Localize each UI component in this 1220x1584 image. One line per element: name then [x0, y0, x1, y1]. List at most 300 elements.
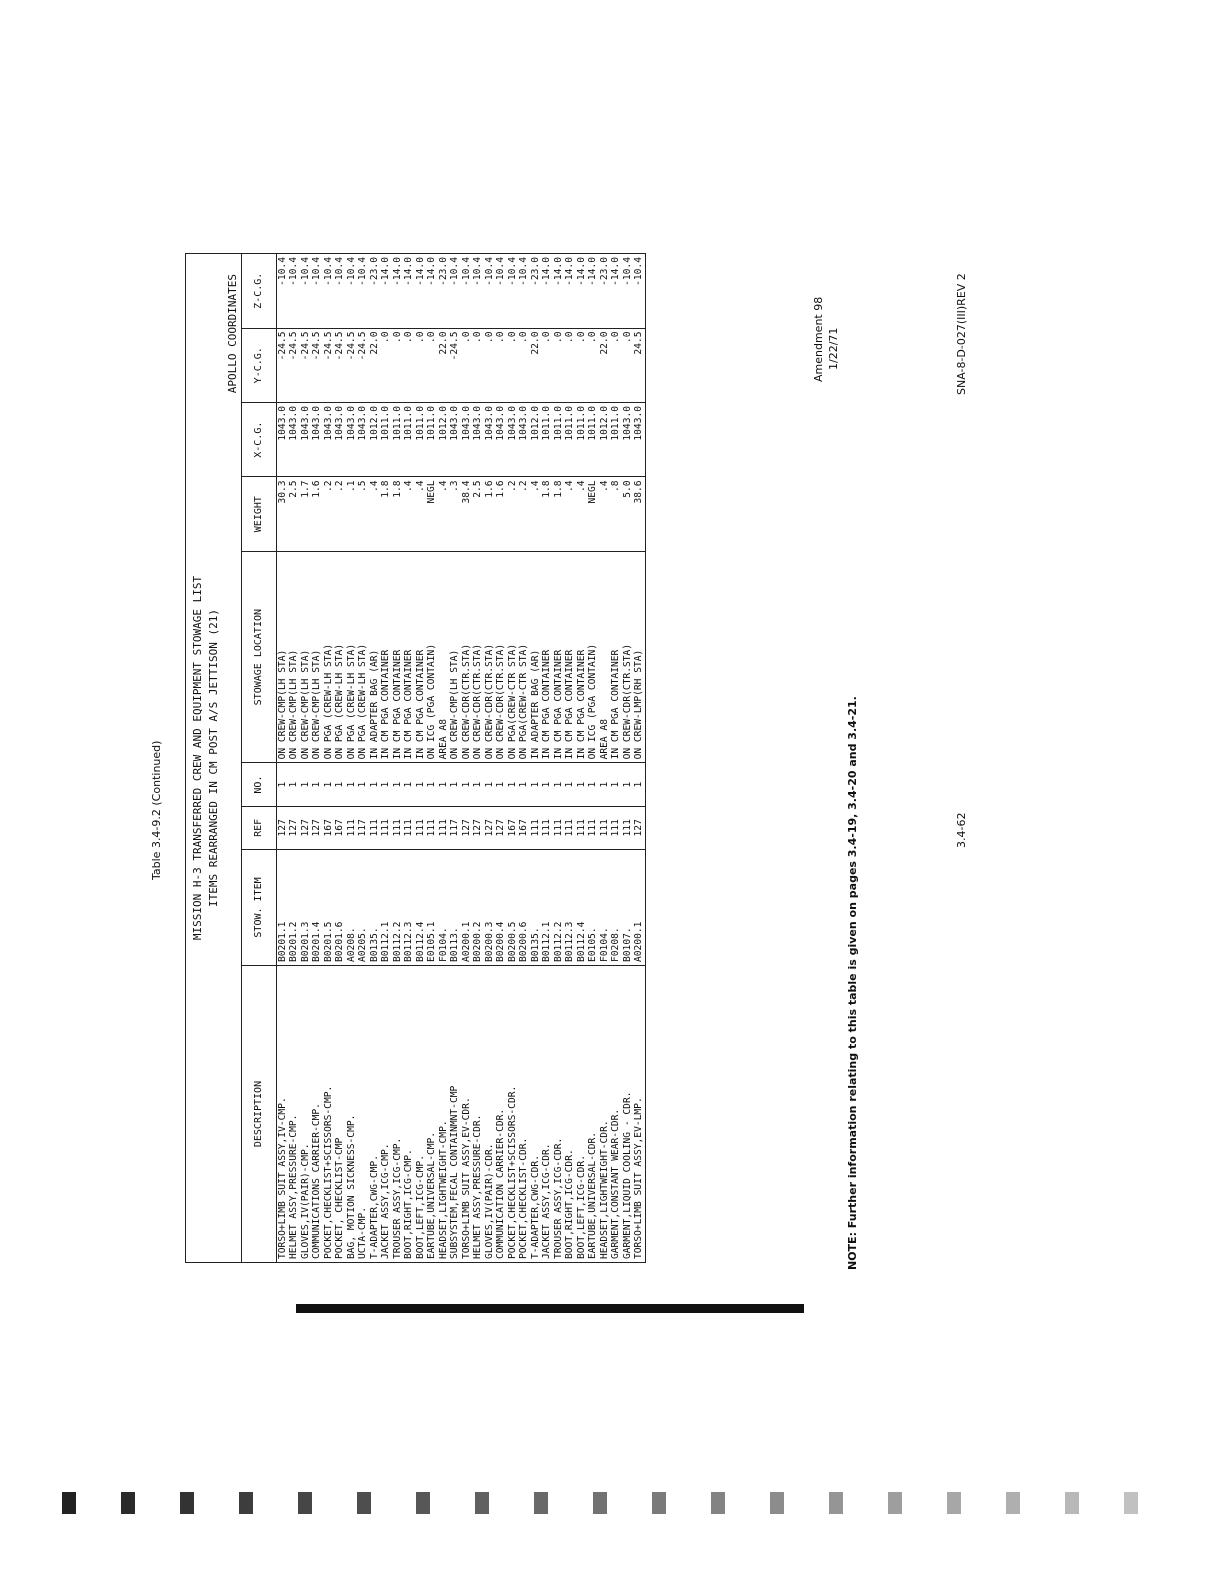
- table-cell: B0135.: [529, 927, 541, 962]
- table-cell: -23.0: [598, 257, 610, 286]
- table-cell: -14.0: [403, 257, 414, 286]
- table-cell: B0112.4: [414, 921, 426, 962]
- edge-mark: [534, 1492, 548, 1514]
- table-cell: 1043.0: [506, 405, 518, 441]
- table-cell: 167: [322, 819, 334, 837]
- table-cell: 111: [368, 819, 380, 837]
- table-cell: B0201.2: [288, 921, 299, 962]
- table-cell: 1: [564, 781, 575, 788]
- table-cell: 22.0: [598, 331, 610, 355]
- table-cell: 1: [575, 781, 587, 788]
- table-cell: 1043.0: [276, 405, 288, 441]
- amendment-date: 1/22/71: [827, 327, 840, 370]
- table-cell: 1: [598, 781, 610, 788]
- table-cell: POCKET, CHECKLIST-CMP: [334, 1137, 345, 1259]
- edge-mark: [770, 1492, 784, 1514]
- table-cell: ON CREW-CDR(CTR.STA): [483, 643, 495, 760]
- table-cell: ON CREW-CDR(CTR.STA): [472, 643, 483, 760]
- edge-mark: [239, 1492, 253, 1514]
- table-cell: 1.7: [299, 480, 311, 498]
- table-cell: 111: [391, 819, 403, 837]
- edge-mark: [357, 1492, 371, 1514]
- table-cell: 22.0: [437, 331, 449, 355]
- stowage-table: [185, 253, 646, 1263]
- table-cell: TROUSER ASSY,ICG-CMP.: [391, 1137, 403, 1259]
- table-cell: .0: [506, 331, 518, 344]
- table-cell: B0112.2: [391, 921, 403, 962]
- table-cell: -14.0: [587, 257, 598, 286]
- edge-mark: [829, 1492, 843, 1514]
- table-cell: B0112.1: [380, 921, 391, 962]
- table-cell: 2.5: [472, 480, 483, 498]
- table-cell: -10.4: [311, 257, 322, 286]
- table-cell: IN CM PGA CONTAINER: [610, 649, 621, 760]
- table-cell: .4: [368, 480, 380, 492]
- edge-mark: [298, 1492, 312, 1514]
- table-cell: .8: [610, 480, 621, 492]
- stowage-location-cell: [276, 551, 645, 763]
- table-cell: 1: [437, 781, 449, 788]
- table-cell: -14.0: [414, 257, 426, 286]
- table-cell: B0201.5: [322, 921, 334, 962]
- table-cell: .0: [610, 331, 621, 344]
- table-cell: .0: [426, 331, 437, 344]
- table-cell: B0201.3: [299, 921, 311, 962]
- table-cell: B0135.: [368, 927, 380, 962]
- table-cell: 117: [449, 819, 460, 837]
- edge-mark: [1006, 1492, 1020, 1514]
- table-cell: -10.4: [345, 257, 357, 286]
- table-cell: UCTA-CMP.: [357, 1207, 368, 1259]
- table-cell: -10.4: [276, 257, 288, 286]
- table-cell: ON CREW-CDR(CTR.STA): [621, 643, 633, 760]
- table-cell: ON CREW-CMP(LH STA): [311, 649, 322, 760]
- table-cell: 1: [495, 781, 506, 788]
- table-cell: .0: [380, 331, 391, 344]
- table-cell: 1043.0: [495, 405, 506, 441]
- table-cell: B0112.4: [575, 921, 587, 962]
- table-cell: EARTUBE,UNIVERSAL-CDR.: [587, 1131, 598, 1259]
- table-cell: 5.0: [621, 480, 633, 498]
- table-cell: 1: [621, 781, 633, 788]
- table-cell: 1: [587, 781, 598, 788]
- table-cell: B0200.5: [506, 921, 518, 962]
- edge-mark: [888, 1492, 902, 1514]
- table-cell: B0200.6: [518, 921, 529, 962]
- table-cell: -10.4: [506, 257, 518, 286]
- table-cell: A0205.: [357, 927, 368, 962]
- edge-mark: [711, 1492, 725, 1514]
- table-cell: 1: [529, 781, 541, 788]
- table-cell: BOOT,LEFT,ICG-CDR.: [575, 1155, 587, 1259]
- table-cell: .0: [621, 331, 633, 344]
- table-cell: ON CREW-CMP(LH STA): [276, 649, 288, 760]
- table-title: MISSION H-3 TRANSFERRED CREW AND EQUIPMENT STOWAGE LIST: [186, 254, 206, 1263]
- table-cell: .0: [495, 331, 506, 344]
- table-cell: F0104.: [437, 927, 449, 962]
- table-cell: 1: [391, 781, 403, 788]
- table-cell: T-ADAPTER,CWG-CMP.: [368, 1155, 380, 1259]
- table-cell: 1: [541, 781, 552, 788]
- apollo-coordinates-header: APOLLO COORDINATES: [221, 254, 241, 1263]
- x-cg-cell: [276, 402, 645, 476]
- table-cell: 1: [426, 781, 437, 788]
- table-cell: 1043.0: [483, 405, 495, 441]
- table-cell: 1.8: [391, 480, 403, 498]
- table-cell: 111: [345, 819, 357, 837]
- table-cell: 111: [437, 819, 449, 837]
- table-note: NOTE: Further information relating to this table is given on pages 3.4-19, 3.4-20 and 3.4-21.: [846, 696, 859, 1270]
- table-cell: ON CREW-LMP(RH STA): [633, 649, 644, 760]
- table-cell: 1: [276, 781, 288, 788]
- edge-mark: [416, 1492, 430, 1514]
- table-cell: 22.0: [529, 331, 541, 355]
- table-cell: B0201.1: [276, 921, 288, 962]
- table-cell: ON PGA (CREW-LH STA): [334, 643, 345, 760]
- table-cell: -10.4: [288, 257, 299, 286]
- table-cell: 111: [564, 819, 575, 837]
- table-cell: 30.3: [276, 480, 288, 504]
- table-cell: B0201.4: [311, 921, 322, 962]
- table-cell: -10.4: [299, 257, 311, 286]
- table-cell: 1043.0: [633, 405, 644, 441]
- table-cell: 1043.0: [357, 405, 368, 441]
- table-cell: 1: [288, 781, 299, 788]
- table-cell: ON PGA(CREW-CTR STA): [518, 643, 529, 760]
- table-cell: POCKET,CHECKLIST-CDR.: [518, 1137, 529, 1259]
- table-cell: E0105.1: [426, 921, 437, 962]
- col-no: NO.: [241, 763, 276, 806]
- table-cell: ON ICG (PGA CONTAIN): [426, 643, 437, 760]
- table-cell: 1012.0: [529, 405, 541, 441]
- table-cell: IN CM PGA CONTAINER: [414, 649, 426, 760]
- table-cell: -10.4: [633, 257, 644, 286]
- table-cell: -14.0: [391, 257, 403, 286]
- table-cell: 1043.0: [518, 405, 529, 441]
- table-cell: 1.8: [380, 480, 391, 498]
- table-cell: B0200.3: [483, 921, 495, 962]
- table-cell: .0: [541, 331, 552, 344]
- table-cell: .0: [575, 331, 587, 344]
- table-cell: 111: [529, 819, 541, 837]
- table-cell: 1: [449, 781, 460, 788]
- table-cell: B0112.1: [541, 921, 552, 962]
- table-cell: 1043.0: [460, 405, 472, 441]
- table-cell: IN CM PGA CONTAINER: [403, 649, 414, 760]
- table-cell: .0: [403, 331, 414, 344]
- z-cg-cell: [276, 254, 645, 329]
- table-cell: ON CREW-CMP(LH STA): [288, 649, 299, 760]
- table-cell: 1: [345, 781, 357, 788]
- table-cell: 111: [575, 819, 587, 837]
- table-cell: 1.6: [495, 480, 506, 498]
- table-cell: .1: [345, 480, 357, 492]
- col-stow-item: STOW. ITEM: [241, 849, 276, 965]
- table-cell: -10.4: [483, 257, 495, 286]
- table-cell: 117: [357, 819, 368, 837]
- table-cell: A0200.1: [460, 921, 472, 962]
- table-cell: -14.0: [541, 257, 552, 286]
- table-cell: GLOVES,IV(PAIR)-CDR.: [483, 1143, 495, 1259]
- table-cell: 1: [483, 781, 495, 788]
- table-cell: 1: [334, 781, 345, 788]
- table-cell: 1: [552, 781, 564, 788]
- table-cell: JACKET ASSY,ICG-CMP.: [380, 1143, 391, 1259]
- table-cell: -24.5: [299, 331, 311, 361]
- table-cell: TROUSER ASSY,ICG-CDR.: [552, 1137, 564, 1259]
- table-cell: 1011.0: [552, 405, 564, 441]
- table-cell: .5: [357, 480, 368, 492]
- table-cell: GLOVES,IV(PAIR)-CMP.: [299, 1143, 311, 1259]
- column-header-row: [241, 254, 276, 1263]
- table-cell: -10.4: [334, 257, 345, 286]
- table-cell: ON CREW-CDR(CTR.STA): [460, 643, 472, 760]
- table-cell: -10.4: [518, 257, 529, 286]
- table-cell: 24.5: [633, 331, 644, 355]
- table-cell: 1: [633, 781, 644, 788]
- table-cell: 111: [610, 819, 621, 837]
- table-cell: IN CM PGA CONTAINER: [564, 649, 575, 760]
- table-cell: .0: [518, 331, 529, 344]
- edge-mark: [593, 1492, 607, 1514]
- edge-mark: [947, 1492, 961, 1514]
- table-cell: 1043.0: [449, 405, 460, 441]
- table-cell: -10.4: [472, 257, 483, 286]
- edge-mark: [180, 1492, 194, 1514]
- table-cell: -14.0: [610, 257, 621, 286]
- table-cell: -14.0: [575, 257, 587, 286]
- table-body-row: [276, 254, 645, 1263]
- col-description: DESCRIPTION: [241, 966, 276, 1263]
- stow-item-cell: [276, 849, 645, 965]
- table-cell: COMMUNICATIONS CARRIER-CMP.: [311, 1103, 322, 1259]
- table-cell: -24.5: [276, 331, 288, 361]
- table-cell: IN ADAPTER BAG (AR): [368, 649, 380, 760]
- table-cell: IN CM PGA CONTAINER: [541, 649, 552, 760]
- table-cell: AREA A8: [598, 718, 610, 760]
- table-cell: ON PGA (CREW-LH STA): [322, 643, 334, 760]
- table-cell: 1043.0: [288, 405, 299, 441]
- table-cell: .4: [529, 480, 541, 492]
- table-cell: BOOT,LEFT,ICG-CMP.: [414, 1155, 426, 1259]
- table-cell: -24.5: [288, 331, 299, 361]
- table-cell: 1: [460, 781, 472, 788]
- table-cell: 167: [506, 819, 518, 837]
- table-cell: 1: [610, 781, 621, 788]
- table-cell: BOOT,RIGHT,ICG-CDR.: [564, 1149, 575, 1259]
- table-cell: NEGL: [587, 480, 598, 504]
- table-cell: HEADSET,LIGHTWEIGHT-CDR.: [598, 1120, 610, 1259]
- table-cell: 1043.0: [345, 405, 357, 441]
- table-cell: -24.5: [357, 331, 368, 361]
- table-cell: E0105.: [587, 927, 598, 962]
- page-number: 3.4-62: [955, 812, 968, 848]
- table-cell: .2: [334, 480, 345, 492]
- edge-mark: [121, 1492, 135, 1514]
- table-cell: B0112.2: [552, 921, 564, 962]
- table-cell: COMMUNICATION CARRIER-CDR.: [495, 1108, 506, 1259]
- ref-cell: [276, 806, 645, 849]
- table-cell: 1011.0: [610, 405, 621, 441]
- table-cell: 1: [403, 781, 414, 788]
- table-cell: IN CM PGA CONTAINER: [575, 649, 587, 760]
- table-caption: Table 3.4-9.2 (Continued): [150, 740, 163, 880]
- table-cell: 167: [518, 819, 529, 837]
- table-cell: 1011.0: [575, 405, 587, 441]
- col-ref: REF: [241, 806, 276, 849]
- table-cell: -10.4: [460, 257, 472, 286]
- table-cell: IN CM PGA CONTAINER: [391, 649, 403, 760]
- table-cell: 167: [334, 819, 345, 837]
- table-cell: B0112.3: [564, 921, 575, 962]
- table-cell: A0208.: [345, 927, 357, 962]
- table-cell: 127: [472, 819, 483, 837]
- table-subtitle: ITEMS REARRANGED IN CM POST A/S JETTISON (21): [206, 254, 222, 1263]
- table-cell: 38.4: [460, 480, 472, 504]
- table-cell: 1: [322, 781, 334, 788]
- table-cell: 1011.0: [403, 405, 414, 441]
- table-cell: 1.8: [552, 480, 564, 498]
- table-cell: TORSO+LIMB SUIT ASSY,EV-CDR.: [460, 1097, 472, 1259]
- table-cell: POCKET,CHECKLIST+SCISSORS-CDR.: [506, 1085, 518, 1259]
- edge-mark: [62, 1492, 76, 1514]
- table-cell: 111: [598, 819, 610, 837]
- table-cell: -14.0: [552, 257, 564, 286]
- table-cell: 1: [299, 781, 311, 788]
- table-cell: 38.6: [633, 480, 644, 504]
- table-cell: 1.6: [311, 480, 322, 498]
- table-cell: -10.4: [621, 257, 633, 286]
- document-number: SNA-8-D-027(III)REV 2: [955, 273, 968, 395]
- table-cell: -14.0: [426, 257, 437, 286]
- table-cell: 127: [299, 819, 311, 837]
- table-cell: B0107.: [621, 927, 633, 962]
- table-cell: EARTUBE,UNIVERSAL-CMP.: [426, 1131, 437, 1259]
- table-cell: 1.8: [541, 480, 552, 498]
- table-cell: 1011.0: [564, 405, 575, 441]
- table-cell: .2: [518, 480, 529, 492]
- col-stowage-location: STOWAGE LOCATION: [241, 551, 276, 763]
- col-y-cg: Y-C.G.: [241, 328, 276, 402]
- table-cell: -24.5: [322, 331, 334, 361]
- stowage-table-frame: [185, 253, 825, 1263]
- table-cell: ON CREW-CMP(LH STA): [299, 649, 311, 760]
- table-cell: .2: [506, 480, 518, 492]
- table-cell: BOOT,RIGHT,ICG-CMP.: [403, 1149, 414, 1259]
- table-cell: -23.0: [529, 257, 541, 286]
- table-cell: POCKET,CHECKLIST+SCISSORS-CMP.: [322, 1085, 334, 1259]
- table-cell: HELMET ASSY,PRESSURE-CDR.: [472, 1114, 483, 1259]
- table-cell: 22.0: [368, 331, 380, 355]
- table-cell: 127: [311, 819, 322, 837]
- table-cell: 111: [541, 819, 552, 837]
- table-cell: 1: [472, 781, 483, 788]
- col-x-cg: X-C.G.: [241, 402, 276, 476]
- table-cell: GARMENT,CONSTANT WEAR-CDR.: [610, 1108, 621, 1259]
- table-cell: 111: [552, 819, 564, 837]
- table-cell: ON CREW-CDR(CTR.STA): [495, 643, 506, 760]
- edge-mark: [652, 1492, 666, 1514]
- table-cell: -10.4: [322, 257, 334, 286]
- table-cell: 127: [460, 819, 472, 837]
- table-cell: .4: [564, 480, 575, 492]
- table-cell: 127: [276, 819, 288, 837]
- table-cell: TORSO+LIMB SUIT ASSY,EV-LMP.: [633, 1097, 644, 1259]
- table-cell: IN CM PGA CONTAINER: [552, 649, 564, 760]
- table-cell: 1: [414, 781, 426, 788]
- table-cell: .4: [414, 480, 426, 492]
- table-cell: -10.4: [495, 257, 506, 286]
- table-cell: 111: [414, 819, 426, 837]
- table-cell: .0: [587, 331, 598, 344]
- heavy-rule: [296, 1304, 804, 1313]
- table-cell: HELMET ASSY,PRESSURE-CMP.: [288, 1114, 299, 1259]
- table-cell: B0112.3: [403, 921, 414, 962]
- table-cell: 111: [426, 819, 437, 837]
- table-cell: AREA A8: [437, 718, 449, 760]
- table-cell: 1043.0: [299, 405, 311, 441]
- table-cell: 1: [518, 781, 529, 788]
- table-cell: 1: [357, 781, 368, 788]
- table-cell: .0: [552, 331, 564, 344]
- table-cell: .0: [564, 331, 575, 344]
- table-cell: 127: [483, 819, 495, 837]
- table-cell: -24.5: [334, 331, 345, 361]
- table-cell: .0: [391, 331, 403, 344]
- table-cell: 2.5: [288, 480, 299, 498]
- table-cell: 1043.0: [472, 405, 483, 441]
- table-cell: .0: [414, 331, 426, 344]
- table-cell: .4: [403, 480, 414, 492]
- table-cell: ON PGA (CREW-LH STA): [357, 643, 368, 760]
- table-cell: 1011.0: [380, 405, 391, 441]
- table-cell: -23.0: [437, 257, 449, 286]
- table-cell: GARMENT,LIQUID COOLING - CDR.: [621, 1091, 633, 1259]
- table-cell: IN ADAPTER BAG (AR): [529, 649, 541, 760]
- table-cell: 1043.0: [322, 405, 334, 441]
- table-cell: 111: [587, 819, 598, 837]
- table-cell: SUBSYSTEM,FECAL CONTAINMNT-CMP: [449, 1085, 460, 1259]
- table-cell: 111: [621, 819, 633, 837]
- table-cell: B0200.4: [495, 921, 506, 962]
- table-cell: .0: [472, 331, 483, 344]
- table-cell: 127: [288, 819, 299, 837]
- table-cell: B0201.6: [334, 921, 345, 962]
- table-cell: 1012.0: [437, 405, 449, 441]
- weight-cell: [276, 477, 645, 551]
- table-cell: 1043.0: [334, 405, 345, 441]
- table-cell: F0104.: [598, 927, 610, 962]
- table-cell: TORSO+LIMB SUIT ASSY,IV-CMP.: [276, 1097, 288, 1259]
- table-cell: NEGL: [426, 480, 437, 504]
- table-cell: 1043.0: [621, 405, 633, 441]
- table-cell: 1: [506, 781, 518, 788]
- table-cell: -24.5: [449, 331, 460, 361]
- table-cell: 1043.0: [311, 405, 322, 441]
- table-cell: 1011.0: [391, 405, 403, 441]
- table-cell: -24.5: [311, 331, 322, 361]
- edge-mark: [475, 1492, 489, 1514]
- table-cell: -14.0: [380, 257, 391, 286]
- table-cell: -10.4: [449, 257, 460, 286]
- table-cell: 1012.0: [368, 405, 380, 441]
- table-cell: 1011.0: [587, 405, 598, 441]
- table-cell: A0200.1: [633, 921, 644, 962]
- table-cell: JACKET ASSY,ICG-CDR.: [541, 1143, 552, 1259]
- table-cell: .4: [598, 480, 610, 492]
- table-cell: 111: [380, 819, 391, 837]
- table-cell: HEADSET,LIGHTWEIGHT-CMP.: [437, 1120, 449, 1259]
